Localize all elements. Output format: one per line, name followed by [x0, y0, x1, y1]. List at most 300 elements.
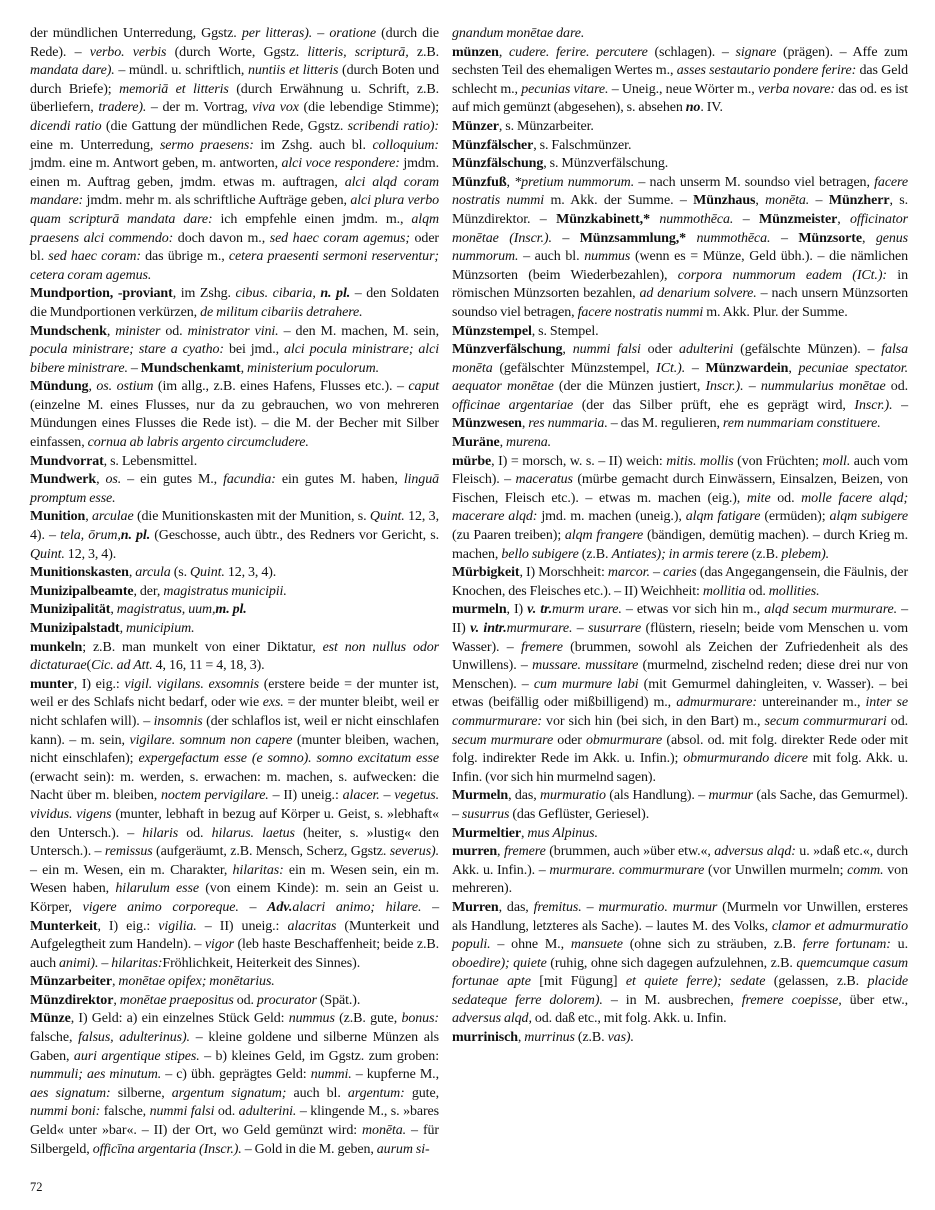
latin-text: *pretium nummorum.: [514, 174, 635, 190]
text: ,: [562, 342, 573, 358]
latin-text: hilaritas:: [232, 862, 284, 878]
grammar-label: n. pl.: [120, 528, 151, 544]
text: – ein gutes M.,: [121, 472, 224, 488]
text: (von einem Kinde): m. sein an Geist u. Körper,: [30, 881, 439, 915]
headword: Münzarbeiter: [30, 974, 112, 990]
latin-text: secum commurmurari: [764, 713, 887, 729]
text: (munter bleiben, wachen, nicht einschlafen);: [30, 732, 439, 767]
text: od. daß etc., mit folg. Akk. u. Infin.: [531, 1011, 727, 1027]
latin-text: expergefactum esse (e somno). somno excitatum esse: [138, 751, 439, 767]
text: (bändigen, demütig machen). – durch Krieg m. machen,: [452, 528, 908, 562]
text: mit folg. Akk. u. Infin. (vor sich hin murmelnd sagen).: [452, 751, 908, 785]
text: ,: [96, 472, 106, 488]
text: , I) Geld: a) ein einzelnes Stück Geld:: [70, 1011, 289, 1027]
text: ,: [85, 509, 93, 525]
headword: Münzfälscher: [452, 137, 534, 153]
latin-text: hilaris: [142, 825, 179, 841]
text: (gefälschter Münzstempel,: [492, 360, 657, 376]
text: untereinander m.,: [756, 695, 866, 711]
text: (vor Unwillen murmeln;: [704, 862, 848, 878]
text: ,: [128, 565, 136, 581]
latin-text: argentum:: [347, 1085, 405, 1101]
headword: mürbe: [452, 453, 492, 469]
text: , s. Lebensmittel.: [103, 453, 198, 469]
text: ,: [506, 174, 515, 190]
latin-text: monētae praepositus: [119, 992, 234, 1008]
headword: Münzhaus: [693, 193, 756, 209]
latin-text: comm.: [847, 862, 884, 878]
text: (gefälschte Münzen). –: [733, 342, 882, 358]
text: (absol. od. mit folg. direkter Rede oder mit folg. indirekter Rede im Akk. u. Infin.);: [452, 732, 908, 767]
dictionary-entry: [30, 639, 439, 676]
latin-text: animi).: [59, 955, 99, 971]
latin-text: nummothēca.: [659, 211, 734, 227]
latin-text: officinator monētae (Inscr.).: [452, 211, 908, 246]
latin-text: vigilia.: [158, 918, 197, 934]
dictionary-entry: [452, 564, 908, 601]
text: ich empfehle einen jmdm. m.,: [212, 211, 412, 227]
text: , das,: [508, 788, 540, 804]
dictionary-entry: [452, 25, 908, 44]
dictionary-entry: [30, 25, 439, 285]
text: od.: [885, 379, 909, 395]
text: – II) uneig.:: [196, 918, 288, 934]
latin-text: alci voce respondere:: [281, 156, 400, 172]
latin-text: vas).: [607, 1030, 634, 1046]
grammar-label: n. pl.: [320, 286, 351, 302]
latin-text: sermo praesens:: [159, 137, 254, 153]
text: das Geld schlecht m.,: [452, 63, 909, 97]
latin-text: murena.: [506, 435, 552, 451]
headword: Munizipalstadt: [30, 621, 120, 636]
latin-text: alci pocula ministrare; alci bibere ministrare.: [30, 342, 440, 376]
text: –: [421, 899, 439, 915]
dictionary-entry: [452, 601, 908, 787]
latin-text: de militum cibariis detrahere.: [200, 304, 363, 320]
text: ,: [240, 360, 248, 376]
latin-text: Quint.: [190, 565, 225, 581]
text: ein m. Wesen sein, ein m. Wesen haben,: [30, 862, 439, 897]
text: (durch Boten und durch Briefe);: [30, 63, 439, 97]
grammar-label: Adv.: [267, 899, 293, 915]
latin-text: mollities.: [768, 583, 820, 599]
text: ,: [112, 974, 119, 990]
grammar-label: v. tr.: [527, 602, 552, 618]
latin-text: vigilare. somnum non capere: [129, 732, 293, 748]
text: doch davon m.,: [173, 230, 270, 246]
latin-text: aurum si-: [376, 1141, 430, 1157]
latin-text: rem nummariam constituere.: [722, 416, 881, 432]
latin-text: ferre fortunam:: [802, 937, 891, 953]
text: der mündlichen Unterredung, Ggstz.: [30, 26, 242, 41]
text: (der die Münzen justiert,: [553, 379, 706, 395]
latin-text: verbo. verbis: [89, 44, 167, 60]
text: [650, 212, 659, 227]
headword: Munterkeit: [30, 918, 98, 934]
text: oder: [553, 732, 586, 748]
text: , s. Münzverfälschung.: [543, 156, 669, 172]
text: – für Silbergeld,: [30, 1123, 439, 1157]
latin-text: moll.: [822, 453, 851, 469]
text: (mürbe gemacht durch Einwässern, Einsalzen, Beizen, von Fischen, Fleisch etc.). – etwas m. machen (eig.),: [452, 472, 908, 506]
text: = der munter bleibt, weil er nicht schlafen will). –: [30, 695, 439, 729]
latin-text: noctem pervigilare.: [161, 788, 269, 804]
text: (munter, lebhaft in bezug auf Körper u. Geist, s. »lebhaft« den Untersch.). –: [30, 806, 439, 841]
text: (der schlaflos ist, weil er nicht einschlafen kann). – m. sein,: [30, 713, 439, 748]
latin-text: alacer.: [342, 788, 380, 804]
text: (durch Worte, Ggstz.: [166, 44, 308, 60]
latin-text: Inscr.).: [854, 397, 893, 413]
latin-text: caput: [408, 379, 440, 395]
text: –: [379, 788, 395, 804]
latin-text: susurrus: [461, 806, 510, 822]
text: das übrige m.,: [140, 249, 229, 265]
latin-text: murmurare.: [506, 621, 573, 636]
text: – ein m. Wesen, ein m. Charakter,: [30, 862, 233, 878]
text: [mit Fügung]: [530, 974, 626, 990]
latin-text: insomnis: [153, 713, 203, 729]
text: od.: [886, 713, 909, 729]
latin-text: bello subigere: [501, 546, 579, 562]
dictionary-entry: [30, 601, 439, 620]
text: ,: [497, 844, 504, 860]
text: (erwacht sein): m. werden, s. erwachen: m. machen, s. aufwecken: die Nacht über m. bleiben,: [30, 769, 439, 804]
text: (gelassen, z.B.: [765, 974, 868, 990]
text: ,: [498, 44, 509, 60]
dictionary-entry: [452, 825, 908, 844]
text: ; z.B. man munkelt von einer Diktatur,: [82, 639, 323, 655]
latin-text: genus nummorum.: [452, 230, 908, 265]
headword: Münzkabinett,*: [556, 211, 650, 227]
text: (s.: [170, 565, 191, 581]
headword: Münzwardein: [705, 360, 789, 376]
latin-text: mitis. mollis: [666, 453, 734, 469]
dictionary-entry: [30, 676, 439, 974]
text: –: [551, 230, 580, 246]
dictionary-entry: [452, 155, 908, 174]
text: – Gold in die M. geben,: [241, 1141, 377, 1157]
dictionary-entry: [452, 174, 908, 323]
latin-text: et quiete ferre); sedate: [625, 974, 766, 990]
text: ein gutes M. haben,: [275, 472, 404, 488]
text: ,: [113, 992, 120, 1008]
text: ,: [861, 230, 876, 246]
text: z.B.: [408, 44, 440, 60]
text: (einzelne M. eines Flusses, nur da zu gebrauchen, wo von mehreren Mündungen eines Flusses die Rede ist). – die M. der Becher mit Silber einfassen,: [30, 397, 439, 451]
headword: Münzfälschung: [452, 156, 544, 172]
dictionary-entry: [30, 620, 439, 639]
latin-text: procurator: [256, 992, 317, 1008]
headword: Mundschenkamt: [140, 360, 241, 376]
latin-text: alqm fatigare: [685, 509, 761, 525]
text: (schlagen). –: [647, 44, 736, 60]
latin-text: cibus. cibaria,: [235, 286, 321, 302]
text: –: [685, 360, 706, 376]
text: (ruhig, ohne sich dagegen aufzulehnen, z.B.: [546, 955, 797, 971]
dictionary-entry: [30, 285, 439, 322]
text: (brummen, auch »über etw.«,: [545, 844, 715, 860]
text: ,: [521, 416, 529, 432]
dictionary-entry: [30, 471, 439, 508]
latin-text: mansuete: [570, 937, 623, 953]
latin-text: nummi falsi: [572, 342, 641, 358]
text: – kleine goldene und silberne Münzen als Gaben,: [30, 1030, 440, 1064]
latin-text: dicendi ratio: [30, 118, 102, 134]
text: – II): [452, 602, 909, 636]
text: (flüstern, rieseln; beide vom Menschen u. vom Wasser). –: [452, 621, 909, 655]
latin-text: cetera praesenti sermoni reserventur; cetera coram agemus.: [30, 249, 439, 283]
latin-text: magistratus municipii.: [163, 583, 287, 599]
text: , I) Morschheit:: [519, 565, 608, 581]
grammar-label: no: [685, 100, 701, 116]
latin-text: magistratus, uum,: [116, 602, 216, 618]
latin-text: asses sestautario pondere ferire:: [676, 63, 857, 79]
latin-text: obmurmurare: [586, 732, 663, 748]
headword: Mürbigkeit: [452, 565, 520, 581]
text: – in M. ausbrechen,: [602, 992, 742, 1008]
text: , s. Stempel.: [531, 323, 599, 339]
text: ,: [517, 1030, 525, 1046]
text: ,: [88, 379, 97, 395]
text: jmd. m. machen (uneig.),: [537, 509, 686, 525]
latin-text: aes signatum:: [30, 1085, 111, 1101]
latin-text: murm urare.: [551, 602, 622, 618]
dictionary-entry: [452, 137, 908, 156]
text: (z.B. gute,: [334, 1011, 402, 1027]
text: –: [892, 397, 908, 413]
latin-text: pocula ministrare; stare a cyatho:: [30, 342, 224, 358]
text: (ermüden);: [760, 509, 830, 525]
headword: Munitionskasten: [30, 565, 129, 581]
headword: munter: [30, 676, 74, 692]
dictionary-entry: [452, 341, 908, 434]
text: auch vom Fleisch). –: [452, 453, 908, 488]
text: , s. Münzdirektor. –: [452, 193, 908, 227]
latin-text: Quint.: [369, 509, 405, 525]
text: – etwas vor sich hin m.,: [621, 602, 765, 618]
text: , I): [506, 602, 528, 618]
latin-text: exs.: [262, 695, 284, 711]
text: (erstere beide = der munter ist, weil er des Schlafs nicht bedarf, oder wie: [30, 676, 439, 711]
latin-text: fremere: [503, 844, 546, 860]
latin-text: mite: [746, 490, 771, 506]
latin-text: ministrator vini.: [187, 323, 279, 339]
latin-text: linguā promptum esse.: [30, 472, 439, 506]
latin-text: secum murmurare: [452, 732, 554, 748]
text: (Munterkeit und Aufgelegtheit zum Handeln). –: [30, 918, 439, 953]
headword: murren: [452, 844, 498, 860]
text: (leb haste Beschaffenheit; beide z.B. auch: [30, 937, 439, 971]
text: (z.B.: [574, 1030, 608, 1046]
headword: Münzmeister: [758, 211, 838, 227]
text: oder bl.: [30, 230, 439, 265]
text: od.: [233, 992, 257, 1008]
headword: Münzstempel: [452, 323, 532, 339]
latin-text: gnandum monētae dare.: [452, 26, 585, 41]
text: über etw.,: [841, 992, 909, 1008]
text: – das M. regulieren,: [607, 416, 723, 432]
text: – den M. machen, M. sein,: [278, 323, 439, 339]
text: (als Handlung). –: [605, 788, 709, 804]
latin-text: murmur: [708, 788, 753, 804]
latin-text: verba novare:: [757, 81, 835, 97]
latin-text: colloquium:: [372, 137, 439, 153]
text: silberne,: [110, 1085, 172, 1101]
text: (heiter, s. »lustig« den Untersch.). –: [30, 825, 440, 860]
latin-text: ministerium poculorum.: [247, 360, 379, 376]
latin-text: Quint.: [30, 546, 65, 562]
headword: Mundportion, -proviant: [30, 286, 173, 302]
latin-text: facundia:: [223, 472, 276, 488]
dictionary-entry: [452, 118, 908, 137]
headword: murmeln: [452, 602, 507, 618]
text: m. Akk. Plur. der Summe.: [703, 304, 848, 320]
latin-text: litteris, scripturā,: [307, 44, 409, 60]
text: eine m. Unterredung,: [30, 137, 160, 153]
headword: Munition: [30, 509, 86, 525]
latin-text: minister: [115, 323, 161, 339]
text: – ohne M.,: [490, 937, 571, 953]
text: (die Gattung der mündlichen Rede, Ggstz.: [101, 118, 348, 134]
text: , s. Falschmünzer.: [533, 137, 632, 153]
latin-text: obmurmurando dicere: [683, 751, 808, 767]
text: ,: [119, 621, 127, 636]
text-columns: [30, 25, 908, 1159]
latin-text: mus Alpinus.: [527, 825, 598, 841]
text: oder: [640, 342, 680, 358]
dictionary-entry: [452, 323, 908, 342]
headword: Murmeltier: [452, 825, 521, 841]
latin-text: hilaritas:: [111, 955, 163, 971]
latin-text: signare: [735, 44, 777, 60]
latin-text: os. ostium: [96, 379, 154, 395]
text: (das Angegangensein, die Fäulnis, der Knochen, des Fleisches etc.). – II) Weichheit:: [452, 565, 909, 599]
latin-text: placide sedateque ferre dolorem).: [452, 974, 908, 1008]
text: , das,: [498, 899, 534, 915]
right-column: [452, 25, 908, 1048]
text: (prägen). – Affe zum sechsten Teil des ehemaligen Wertes m.,: [452, 44, 908, 79]
latin-text: vigere animo corporeque.: [82, 899, 239, 915]
latin-text: vegetus. vividus. vigens: [30, 788, 439, 822]
latin-text: nummularius monētae: [760, 379, 886, 395]
latin-text: mussare. mussitare: [532, 658, 639, 674]
headword: münzen: [452, 44, 499, 60]
latin-text: vigor: [204, 937, 234, 953]
dictionary-entry: [30, 1010, 439, 1159]
text: od.: [214, 1104, 239, 1120]
latin-text: arculae: [92, 509, 134, 525]
latin-text: res nummaria.: [528, 416, 608, 432]
text: – kupferne M.,: [351, 1067, 439, 1083]
latin-text: pecuniae spectator. aequator monētae: [452, 360, 908, 395]
dictionary-entry: [30, 453, 439, 472]
text: – Uneig., neue Wörter m.,: [608, 81, 758, 97]
left-column: [30, 25, 439, 1159]
text: , der,: [133, 583, 164, 599]
latin-text: alacri animo; hilare.: [292, 899, 422, 915]
grammar-label: m. pl.: [215, 602, 247, 618]
text: u. »daß etc.«, durch Akk. u. Infin.). –: [452, 844, 908, 878]
text: – der m. Vortrag,: [146, 100, 253, 116]
dictionary-entry: [452, 843, 908, 899]
latin-text: susurrare: [588, 621, 642, 636]
headword: Münzdirektor: [30, 992, 114, 1008]
latin-text: alci alqd coram mandare:: [30, 174, 440, 209]
latin-text: sed haec coram:: [48, 249, 141, 265]
latin-text: mollitia: [702, 583, 746, 599]
latin-text: severus).: [389, 844, 439, 860]
headword: Münzer: [452, 118, 499, 134]
text: Fröhlichkeit, Heiterkeit des Sinnes).: [162, 955, 361, 971]
dictionary-entry: [452, 787, 908, 824]
page-number: 72: [30, 1180, 43, 1194]
text: (zu Paaren treiben);: [452, 528, 565, 544]
dictionary-entry: [30, 992, 439, 1011]
text: (der das Silber prüft, ehe es geprägt wird,: [573, 397, 855, 413]
text: , s. Münzarbeiter.: [498, 118, 594, 134]
latin-text: nummus: [584, 249, 631, 265]
text: im Zshg. auch bl.: [253, 137, 373, 153]
latin-text: monēta.: [362, 1123, 407, 1139]
latin-text: alqm frangere: [564, 528, 644, 544]
text: –: [98, 955, 112, 971]
text: (z.B.: [578, 546, 612, 562]
headword: Münzsammlung,*: [579, 230, 687, 246]
text: u.: [890, 937, 908, 953]
latin-text: est non nullus odor dictaturae: [30, 639, 439, 674]
text: . IV.: [700, 100, 723, 116]
text: 12, 3, 4).: [64, 546, 117, 562]
text: (: [86, 658, 92, 674]
text: (mit Gemurmel dahingleiten, v. Wasser). – bei etwas (beifällig oder mißbilligend) m.,: [452, 676, 909, 711]
text: , I) eig.:: [97, 918, 159, 934]
latin-text: marcor.: [607, 565, 650, 581]
text: – mündl. u. schriftlich,: [114, 63, 248, 79]
text: , im Zshg.: [172, 286, 236, 302]
text: –: [572, 621, 589, 636]
text: (im allg., z.B. eines Hafens, Flusses etc.). –: [153, 379, 409, 395]
text: –: [733, 211, 759, 227]
text: –: [770, 230, 799, 246]
headword: Mundvorrat: [30, 453, 104, 469]
latin-text: mandata dare).: [30, 63, 115, 79]
dictionary-entry: [30, 323, 439, 379]
text: (Spät.).: [316, 992, 361, 1008]
latin-text: cum murmure labi: [533, 676, 639, 692]
latin-text: inter se commurmurare:: [452, 695, 908, 729]
text: falsche,: [30, 1030, 79, 1046]
latin-text: fremere: [521, 639, 563, 655]
text: 12, 3, 4). –: [30, 509, 439, 544]
latin-text: plebem).: [781, 546, 830, 562]
latin-text: memoriā et litteris: [119, 81, 229, 97]
latin-text: nuntiis et litteris: [247, 63, 339, 79]
text: – c) übh. geprägtes Geld:: [161, 1067, 311, 1083]
text: , I) = morsch, w. s. – II) weich:: [491, 453, 667, 469]
text: (Murmeln vor Unwillen, ersteres als Handlung, letzteres als Sache). – lautes M. des Volks,: [452, 899, 908, 934]
text: jmdm. eine m. Antwort geben, m. antworten,: [30, 156, 282, 172]
dictionary-entry: [452, 899, 908, 1029]
latin-text: nummi.: [310, 1067, 352, 1083]
headword: Münzherr: [828, 193, 890, 209]
text: 12, 3, 4).: [224, 565, 277, 581]
text: jmdm. einen m. Auftrag geben, jmdm. etwas m. auftragen,: [30, 156, 439, 190]
grammar-label: v. intr.: [470, 621, 507, 636]
latin-text: hilarulum esse: [115, 881, 199, 897]
latin-text: alqm subigere: [829, 509, 908, 525]
text: – II) uneig.:: [268, 788, 343, 804]
text: (die Munitionskasten mit der Munition, s.: [133, 509, 370, 525]
